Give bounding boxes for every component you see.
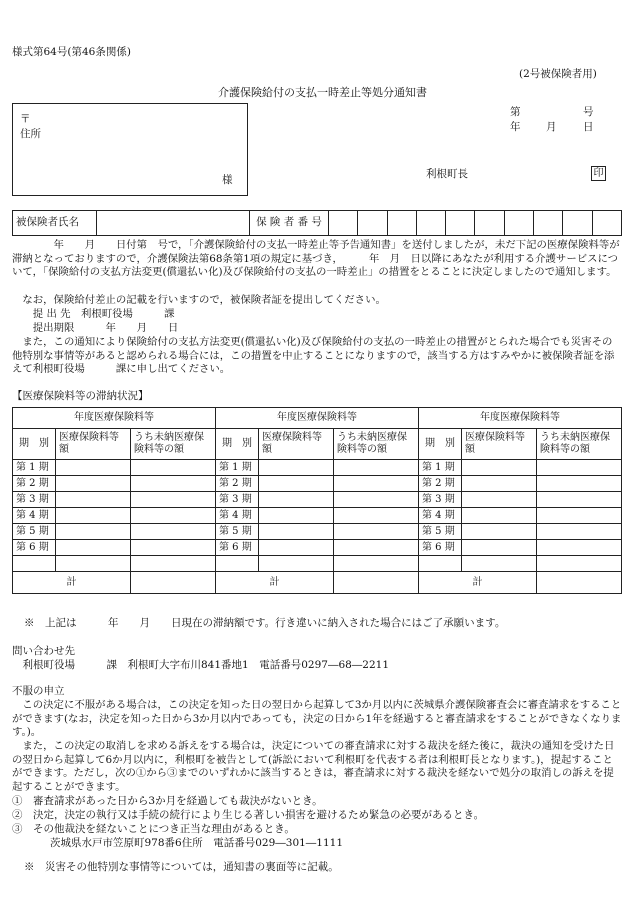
insured-number-cell[interactable] (504, 211, 533, 236)
insured-number-cell[interactable] (563, 211, 592, 236)
col-amount: 医療保険料等額 (259, 429, 334, 460)
objection-item-3: ③ その他裁決を経ないことにつき正当な理由があるとき。 (12, 823, 295, 835)
col-unpaid: うち未納医療保険料等の額 (537, 429, 622, 460)
year-label: 年度医療保険料等 (216, 408, 419, 429)
form-number: 様式第64号(第46条関係) (12, 46, 131, 58)
period-label: 第 1 期 (419, 460, 462, 476)
doc-number-dai: 第 (510, 106, 521, 118)
total-label: 計 (419, 572, 537, 594)
period-label: 第 6 期 (216, 540, 259, 556)
period-label: 第 1 期 (216, 460, 259, 476)
insured-number-cell[interactable] (475, 211, 504, 236)
submit-deadline: 提出期限 年 月 日 (12, 322, 179, 334)
total-label: 計 (216, 572, 334, 594)
date-month: 月 (546, 121, 557, 133)
arrears-heading: 【医療保険料等の滞納状況】 (12, 390, 149, 402)
date-day: 日 (583, 121, 594, 133)
subject-type: (2号被保険者用) (519, 68, 597, 80)
submit-to: 提 出 先 利根町役場 課 (12, 308, 175, 320)
objection-item-1: ① 審査請求があった日から3か月を経過しても裁決がないとき。 (12, 795, 323, 807)
doc-number-go: 号 (583, 106, 594, 118)
year-label: 年度医療保険料等 (419, 408, 622, 429)
arrears-table-3 (418, 407, 622, 594)
period-label: 第 4 期 (13, 508, 56, 524)
insured-number-label: 保 険 者 番 号 (250, 211, 329, 236)
period-label: 第 1 期 (13, 460, 56, 476)
insured-number-cell[interactable] (416, 211, 445, 236)
document-title: 介護保険給付の支払一時差止等処分通知書 (218, 86, 427, 99)
insured-number-cell[interactable] (446, 211, 475, 236)
insured-number-cell[interactable] (387, 211, 416, 236)
contact-line: 利根町役場 課 利根町大字布川841番地1 電話番号0297―68―2211 (12, 659, 390, 671)
seal-mark (591, 166, 606, 181)
period-label: 第 3 期 (419, 492, 462, 508)
insured-name-label: 被保険者氏名 (13, 211, 97, 236)
col-period: 期 別 (216, 429, 259, 460)
issuer-name: 利根町長 (426, 168, 468, 180)
footer-note: ※ 災害その他特別な事情等については，通知書の裏面等に記載。 (24, 861, 339, 873)
period-label: 第 4 期 (419, 508, 462, 524)
insured-number-cell[interactable] (592, 211, 621, 236)
period-label: 第 3 期 (216, 492, 259, 508)
body-paragraph-2: なお，保険給付差止の記載を行いますので，被保険者証を提出してください。 (12, 294, 386, 306)
col-amount: 医療保険料等額 (462, 429, 537, 460)
insured-number-cell[interactable] (358, 211, 387, 236)
col-period: 期 別 (13, 429, 56, 460)
objection-paragraph-1: この決定に不服がある場合は，この決定を知った日の翌日から起算して3か月以内に茨城県介護保険審査会に審査請求をすることができます(なお，決定を知った日から3か月以内であっても，決定の日から1年を経過すると審査請求をすることができなくなります。)。 (12, 699, 622, 739)
body-paragraph-1: 年 月 日付第 号で，「介護保険給付の支払一時差止等予告通知書」を送付しましたが，未だ下記の医療保険料等が滞納となっておりますので，介護保険法第68条第1項の規定に基づき， 年 月 日以降にあなたが利用する介護サービスについて，「保険給付の支払方法変更(償還払い化)及び保険給付の支払の一時差止」の措置をとることに決定しましたので通知します。 (12, 239, 620, 279)
period-label: 第 5 期 (216, 524, 259, 540)
objection-address: 茨城県水戸市笠原町978番6住所 電話番号029―301―1111 (50, 837, 344, 849)
year-label: 年度医療保険料等 (13, 408, 216, 429)
period-label: 第 3 期 (13, 492, 56, 508)
postal-mark: 〒 (20, 113, 31, 125)
objection-item-2: ② 決定，決定の執行又は手続の続行により生じる著しい損害を避けるため緊急の必要があるとき。 (12, 809, 485, 821)
honorific: 様 (222, 174, 233, 186)
period-label: 第 6 期 (419, 540, 462, 556)
arrears-note: ※ 上記は 年 月 日現在の滞納額です。行き違いに納入された場合にはご了承願います。 (24, 617, 506, 629)
col-unpaid: うち未納医療保険料等の額 (131, 429, 216, 460)
contact-heading: 問い合わせ先 (12, 645, 75, 657)
period-label: 第 6 期 (13, 540, 56, 556)
col-amount: 医療保険料等額 (56, 429, 131, 460)
period-label: 第 4 期 (216, 508, 259, 524)
period-label: 第 2 期 (419, 476, 462, 492)
insured-name-field[interactable] (97, 211, 250, 236)
body-paragraph-3: また，この通知により保険給付の支払方法変更(償還払い化)及び保険給付の支払の一時差止の措置がとられた場合でも災害その他特別な事情等があると認められる場合には，この措置を中止することになりますので，該当する方はすみやかに被保険者証を添えて利根町役場 課に申し出てください。 (12, 336, 615, 376)
objection-paragraph-2: また，この決定の取消しを求める訴えをする場合は，決定についての審査請求に対する裁決を経た後に，裁決の通知を受けた日の翌日から起算して6か月以内に，利根町を被告として(訴訟において利根町を代表する者は利根町長となります。)，提起することができます。ただし，次の①から③までのいずれかに該当するときは，審査請求に対する裁決を経ないで処分の取消しの訴えを提起することができます。 (12, 740, 615, 793)
arrears-table-1 (12, 407, 216, 594)
period-label: 第 2 期 (13, 476, 56, 492)
period-label: 第 2 期 (216, 476, 259, 492)
insured-number-cell[interactable] (534, 211, 563, 236)
seal-icon: 印 (591, 166, 606, 181)
date-year: 年 (510, 121, 521, 133)
total-label: 計 (13, 572, 131, 594)
period-label: 第 5 期 (13, 524, 56, 540)
insured-table (12, 210, 622, 236)
address-label: 住所 (20, 128, 41, 140)
arrears-table-2 (215, 407, 419, 594)
insured-number-cell[interactable] (329, 211, 358, 236)
objection-heading: 不服の申立 (12, 685, 65, 697)
col-period: 期 別 (419, 429, 462, 460)
col-unpaid: うち未納医療保険料等の額 (334, 429, 419, 460)
period-label: 第 5 期 (419, 524, 462, 540)
address-box (12, 103, 248, 196)
